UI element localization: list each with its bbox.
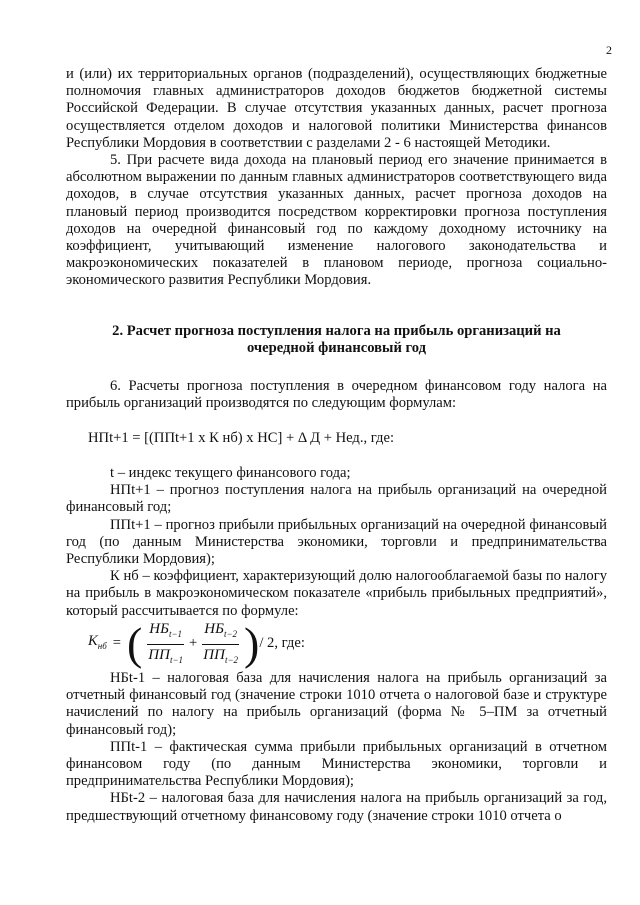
formula-suffix: , где:: [274, 635, 305, 652]
fraction-1: $\frac{НБ_{t-1}}{ПП_{t-1}}$: [148, 620, 184, 665]
formula-knb: [88, 614, 305, 674]
formula-tail: / 2: [259, 635, 275, 652]
paren-left: (: [126, 618, 143, 669]
def-knb: К нб – коэффициент, характеризующий долю налогооблагаемой базы по налогу на прибыль в макроэкономическом показателе «прибыль прибыльных предприятий», который рассчитывается по формуле:: [66, 568, 607, 619]
def-t: t – индекс текущего финансового года;: [110, 465, 351, 481]
section-heading: [66, 323, 607, 357]
formula-lhs: $K_{нб}$: [88, 632, 107, 651]
def-nb2: НБt-2 – налоговая база для начисления налога на прибыль организаций за год, предшествующий отчетному финансовому году (значение строки 1010 отчета о: [66, 790, 607, 824]
formula-main: НПt+1 = [(ППt+1 х К нб) х НС] + Δ Д + Нед., где:: [88, 430, 395, 446]
intro-paragraph: и (или) их территориальных органов (подразделений), осуществляющих бюджетные полномочия главных администраторов доходов бюджетов бюджетной системы Российской Федерации. В случае отсутствия указанных данных, расчет прогноза осуществляется отделом доходов и налоговой политики Министерства финансов Республики Мордовия в соответствии с разделами 2 - 6 настоящей Методики.: [66, 66, 607, 151]
body-block-top: [66, 66, 607, 290]
paragraph-6-block: [66, 378, 607, 412]
def-pp: ППt+1 – прогноз прибыли прибыльных организаций на очередной финансовый год (по данным Министерства экономики, торговли и предпринимательства Республики Мордовия);: [66, 516, 607, 568]
definitions-block-2: [66, 670, 607, 825]
definitions-block-1: [66, 465, 607, 620]
section-heading-line1: 2. Расчет прогноза поступления налога на прибыль организаций на: [112, 323, 561, 339]
paragraph-6: 6. Расчеты прогноза поступления в очередном финансовом году налога на прибыль организаций производятся по следующим формулам:: [66, 378, 607, 412]
def-nb1: НБt-1 – налоговая база для начисления налога на прибыль организаций за отчетный финансовый год (значение строки 1010 отчета о налоговой базе и структуре начислений по налогу на прибыль организаций (форма № 5–ПМ за отчетный финансовый год);: [66, 670, 607, 738]
equals-sign: =: [112, 635, 121, 652]
fraction-2: $\frac{НБ_{t-2}}{ПП_{t-2}}$: [203, 620, 239, 665]
paragraph-5: 5. При расчете вида дохода на плановый период его значение принимается в абсолютном выражении по данным главных администраторов соответствующего вида доходов, в случае отсутствия указанных данных, расчет прогноза доходов на плановый период производится посредством корректировки прогноза поступления доходов на очередной финансовый год по каждому доходному источнику на коэффициент, учитывающий изменение налогового законодательства и макроэкономических показателей в плановом периоде, прогноза социально-экономического развития Республики Мордовия.: [66, 152, 607, 289]
paren-right: ): [244, 618, 260, 669]
page-number: 2: [606, 43, 612, 57]
def-np: НПt+1 – прогноз поступления налога на прибыль организаций на очередной финансовый год;: [66, 482, 607, 516]
def-pp1: ППt-1 – фактическая сумма прибыли прибыльных организаций в отчетном финансовом году (по данным Министерства экономики, торговли и предпринимательства Республики Мордовия);: [66, 738, 607, 790]
section-heading-line2: очередной финансовый год: [246, 340, 427, 357]
plus-sign: +: [189, 635, 198, 652]
